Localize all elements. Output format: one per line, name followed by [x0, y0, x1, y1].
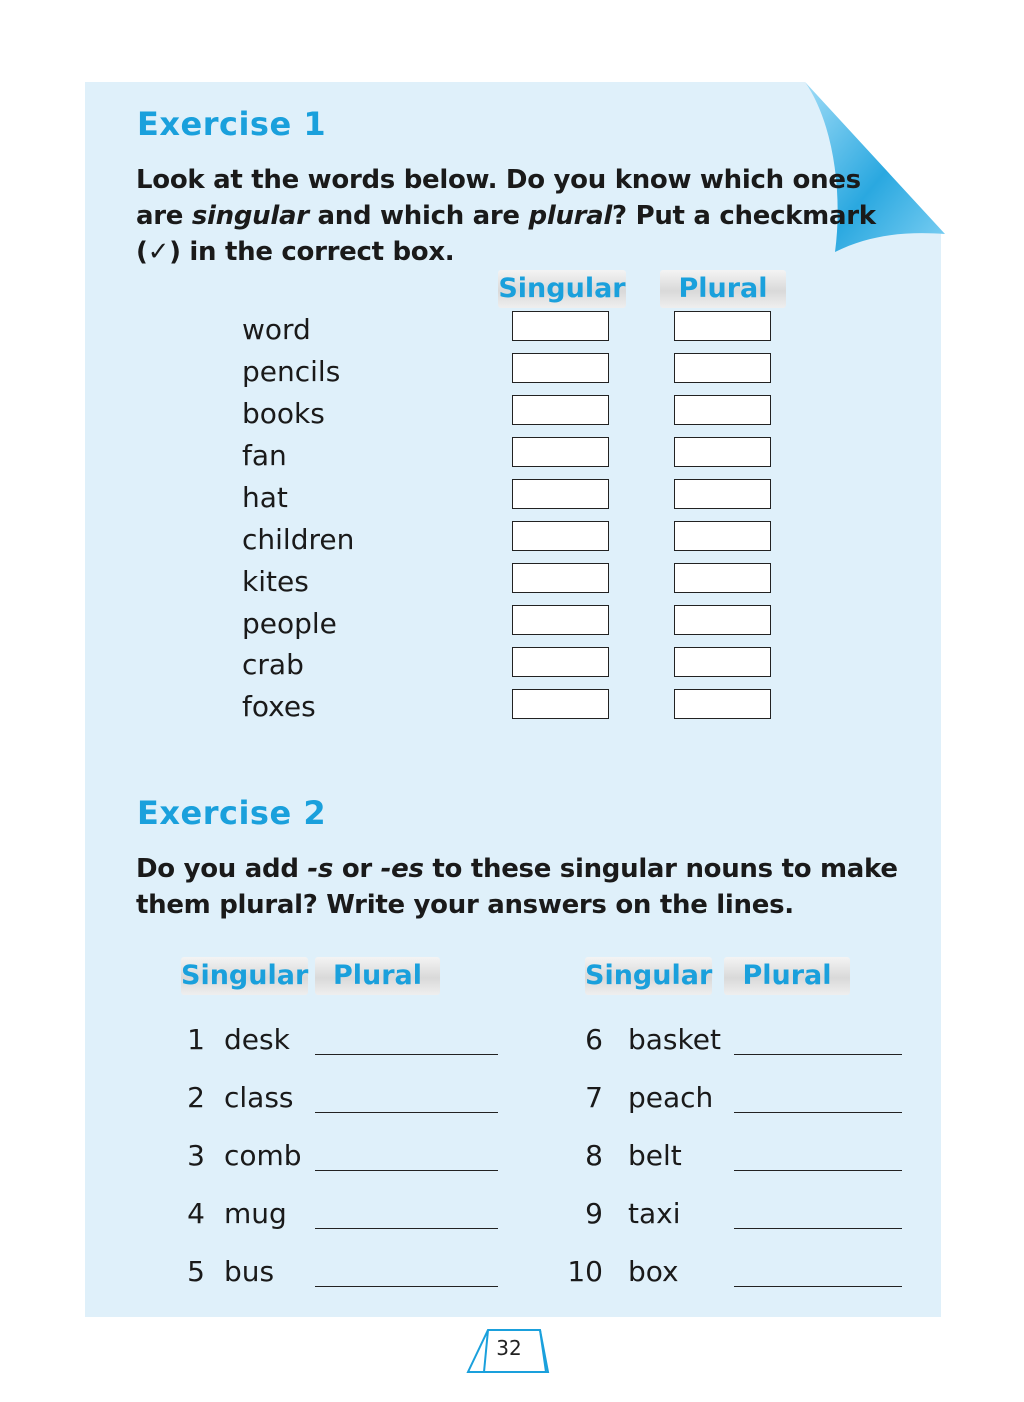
instruction-emphasis: singular	[191, 201, 309, 231]
plural-checkbox[interactable]	[674, 605, 771, 635]
answer-line[interactable]	[315, 1112, 498, 1113]
plural-checkbox[interactable]	[674, 521, 771, 551]
instruction-emphasis: plural	[528, 201, 613, 231]
item-noun: belt	[628, 1139, 682, 1172]
singular-checkbox[interactable]	[512, 647, 609, 677]
item-noun: comb	[224, 1139, 302, 1172]
item-number: 5	[187, 1255, 205, 1288]
answer-line[interactable]	[734, 1054, 902, 1055]
plural-checkbox[interactable]	[674, 479, 771, 509]
exercise-1-instruction-line-1: Look at the words below. Do you know which ones	[136, 165, 861, 195]
plural-checkbox[interactable]	[674, 353, 771, 383]
singular-checkbox[interactable]	[512, 437, 609, 467]
plural-checkbox[interactable]	[674, 437, 771, 467]
column-header-plural-left: Plural	[315, 957, 440, 995]
singular-checkbox[interactable]	[512, 353, 609, 383]
answer-line[interactable]	[315, 1228, 498, 1229]
answer-line[interactable]	[315, 1054, 498, 1055]
word-label: crab	[242, 648, 304, 681]
word-label: word	[242, 313, 311, 346]
singular-checkbox[interactable]	[512, 563, 609, 593]
exercise-1-instruction-line-3: (✓) in the correct box.	[136, 237, 455, 267]
singular-checkbox[interactable]	[512, 479, 609, 509]
instruction-emphasis: -s	[307, 854, 334, 884]
item-noun: box	[628, 1255, 679, 1288]
item-number: 6	[585, 1023, 603, 1056]
column-header-singular-right: Singular	[585, 957, 712, 995]
instruction-text: are	[136, 201, 192, 231]
instruction-text: or	[333, 854, 381, 884]
word-label: fan	[242, 439, 287, 472]
item-noun: desk	[224, 1023, 290, 1056]
item-number: 7	[585, 1081, 603, 1114]
item-noun: class	[224, 1081, 294, 1114]
item-number: 2	[187, 1081, 205, 1114]
word-label: foxes	[242, 690, 316, 723]
instruction-text: Do you add	[136, 854, 308, 884]
word-label: people	[242, 607, 337, 640]
exercise-2-instruction-line-1	[136, 851, 898, 887]
column-header-singular-left: Singular	[181, 957, 308, 995]
plural-checkbox[interactable]	[674, 311, 771, 341]
word-label: pencils	[242, 355, 341, 388]
item-noun: bus	[224, 1255, 275, 1288]
column-header-plural: Plural	[660, 270, 786, 308]
word-label: children	[242, 523, 355, 556]
item-noun: basket	[628, 1023, 721, 1056]
plural-checkbox[interactable]	[674, 395, 771, 425]
item-noun: taxi	[628, 1197, 681, 1230]
answer-line[interactable]	[734, 1228, 902, 1229]
word-label: hat	[242, 481, 288, 514]
item-noun: peach	[628, 1081, 714, 1114]
answer-line[interactable]	[315, 1286, 498, 1287]
column-header-singular: Singular	[498, 270, 626, 308]
column-header-plural-right: Plural	[724, 957, 850, 995]
exercise-2-title: Exercise 2	[137, 794, 327, 832]
instruction-text: ? Put a checkmark	[612, 201, 876, 231]
answer-line[interactable]	[734, 1170, 902, 1171]
plural-checkbox[interactable]	[674, 563, 771, 593]
singular-checkbox[interactable]	[512, 395, 609, 425]
item-number: 8	[585, 1139, 603, 1172]
item-number: 10	[567, 1255, 603, 1288]
answer-line[interactable]	[734, 1286, 902, 1287]
singular-checkbox[interactable]	[512, 605, 609, 635]
word-label: kites	[242, 565, 309, 598]
answer-line[interactable]	[315, 1170, 498, 1171]
singular-checkbox[interactable]	[512, 521, 609, 551]
instruction-emphasis: -es	[380, 854, 424, 884]
item-number: 3	[187, 1139, 205, 1172]
plural-checkbox[interactable]	[674, 689, 771, 719]
singular-checkbox[interactable]	[512, 689, 609, 719]
word-label: books	[242, 397, 325, 430]
item-number: 9	[585, 1197, 603, 1230]
exercise-1-title: Exercise 1	[137, 105, 327, 143]
answer-line[interactable]	[734, 1112, 902, 1113]
instruction-text: to these singular nouns to make	[423, 854, 898, 884]
item-number: 4	[187, 1197, 205, 1230]
plural-checkbox[interactable]	[674, 647, 771, 677]
item-number: 1	[187, 1023, 205, 1056]
exercise-2-instruction-line-2: them plural? Write your answers on the lines.	[136, 890, 794, 920]
item-noun: mug	[224, 1197, 287, 1230]
instruction-text: and which are	[308, 201, 529, 231]
exercise-1-instruction-line-2	[136, 198, 876, 234]
page-number: 32	[496, 1336, 522, 1360]
singular-checkbox[interactable]	[512, 311, 609, 341]
